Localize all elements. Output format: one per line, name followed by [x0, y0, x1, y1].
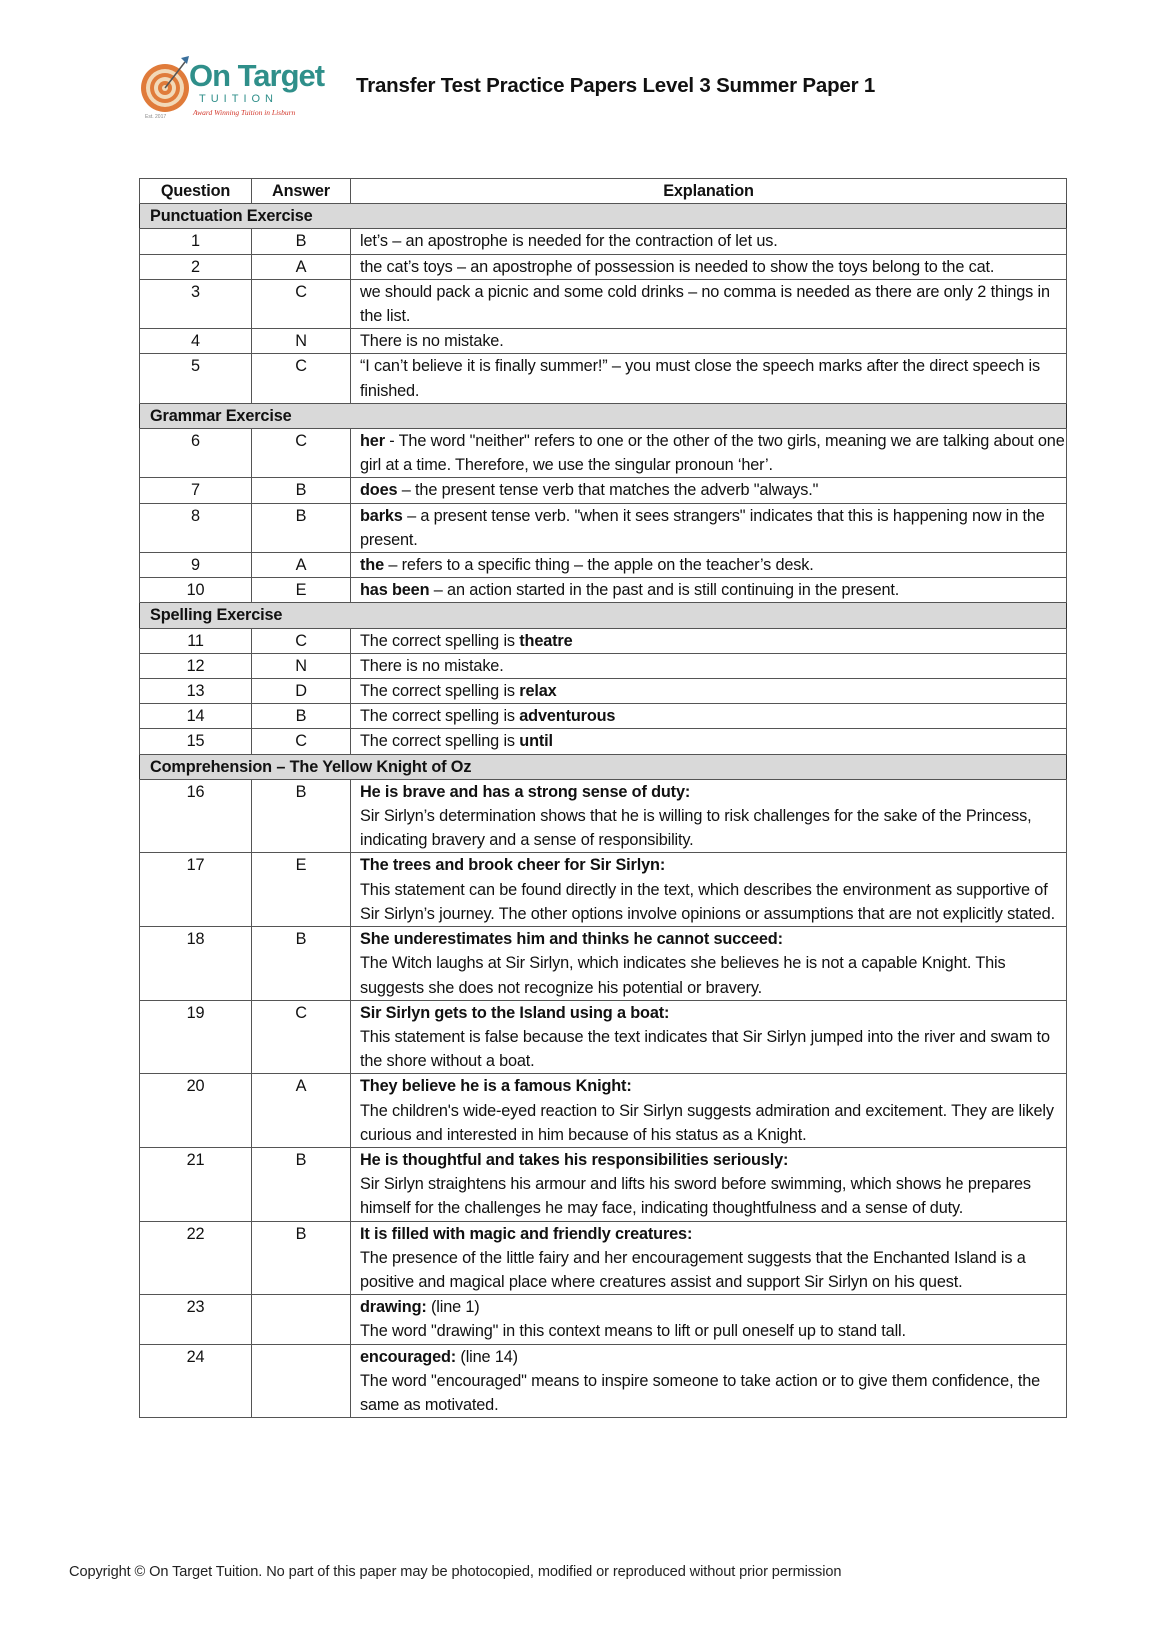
question-number: 16	[140, 779, 252, 853]
explanation-cell	[351, 779, 1067, 853]
table-row	[140, 503, 1067, 552]
explanation-text: The Witch laughs at Sir Sirlyn, which indicates she believes he is not a capable Knight. This suggests she does not recognize his potential or bravery.	[360, 954, 1006, 997]
table-row	[140, 1344, 1067, 1418]
explanation-cell	[351, 354, 1067, 403]
correct-spelling: until	[519, 732, 553, 751]
explanation-cell	[351, 729, 1067, 754]
explanation-heading-line	[360, 1222, 1066, 1246]
question-number: 2	[140, 254, 252, 279]
explanation-heading-line	[360, 1001, 1066, 1025]
answer-letter: C	[252, 429, 351, 478]
question-number: 15	[140, 729, 252, 754]
answer-letter: B	[252, 779, 351, 853]
explanation-text: let’s – an apostrophe is needed for the contraction of let us.	[360, 232, 778, 251]
table-row	[140, 679, 1067, 704]
answer-letter: D	[252, 679, 351, 704]
question-number: 24	[140, 1344, 252, 1418]
keyword: does	[360, 481, 398, 500]
correct-spelling: relax	[519, 682, 557, 701]
answer-letter: B	[252, 1147, 351, 1221]
table-row	[140, 1074, 1067, 1148]
table-row	[140, 329, 1067, 354]
explanation-cell	[351, 1221, 1067, 1295]
explanation-text: “I can’t believe it is finally summer!” – you must close the speech marks after the direct speech is finished.	[360, 357, 1040, 400]
table-row	[140, 779, 1067, 853]
table-row	[140, 478, 1067, 503]
answer-key-table	[139, 178, 1067, 1418]
answer-letter: B	[252, 478, 351, 503]
explanation-heading-line	[360, 1074, 1066, 1098]
section-title: Spelling Exercise	[140, 603, 1067, 628]
target-logo-icon	[137, 52, 342, 122]
section-header-row	[140, 603, 1067, 628]
explanation-cell	[351, 503, 1067, 552]
explanation-cell	[351, 679, 1067, 704]
explanation-cell	[351, 478, 1067, 503]
answer-letter: A	[252, 1074, 351, 1148]
table-row	[140, 279, 1067, 328]
explanation-cell	[351, 853, 1067, 927]
table-row	[140, 229, 1067, 254]
explanation-cell	[351, 329, 1067, 354]
explanation-heading-line	[360, 853, 1066, 877]
explanation-text: Sir Sirlyn’s determination shows that he is willing to risk challenges for the sake of the Princess, indicating bravery and a sense of responsibility.	[360, 807, 1032, 850]
question-number: 6	[140, 429, 252, 478]
svg-text:Est. 2017: Est. 2017	[145, 114, 167, 120]
answer-letter: E	[252, 853, 351, 927]
answer-letter: B	[252, 229, 351, 254]
explanation-cell	[351, 1000, 1067, 1074]
explanation-text: The correct spelling is	[360, 682, 520, 701]
explanation-heading: Sir Sirlyn gets to the Island using a boat:	[360, 1003, 670, 1022]
explanation-cell	[351, 279, 1067, 328]
section-header-row	[140, 403, 1067, 428]
explanation-text: There is no mistake.	[360, 332, 504, 351]
question-number: 14	[140, 704, 252, 729]
explanation-text: - The word "neither" refers to one or the other of the two girls, meaning we are talking about one girl at a time. Therefore, we use the singular pronoun ‘her’.	[360, 432, 1065, 475]
page-title: Transfer Test Practice Papers Level 3 Summer Paper 1	[356, 74, 876, 97]
explanation-cell	[351, 429, 1067, 478]
question-number: 3	[140, 279, 252, 328]
explanation-heading-line	[360, 1295, 1066, 1319]
explanation-cell	[351, 653, 1067, 678]
explanation-heading: He is thoughtful and takes his responsibilities seriously:	[360, 1150, 789, 1169]
explanation-text: we should pack a picnic and some cold drinks – no comma is needed as there are only 2 things in the list.	[360, 282, 1050, 326]
keyword: has been	[360, 581, 430, 600]
answer-letter	[252, 1344, 351, 1418]
question-number: 17	[140, 853, 252, 927]
question-number: 11	[140, 628, 252, 653]
explanation-text: – a present tense verb. "when it sees strangers" indicates that this is happening now in the present.	[360, 506, 1045, 549]
question-number: 22	[140, 1221, 252, 1295]
table-row	[140, 628, 1067, 653]
question-number: 9	[140, 553, 252, 578]
table-row	[140, 254, 1067, 279]
question-number: 4	[140, 329, 252, 354]
explanation-cell	[351, 628, 1067, 653]
svg-text:TUITION: TUITION	[199, 93, 278, 105]
table-row	[140, 578, 1067, 603]
table-row	[140, 1221, 1067, 1295]
on-target-tuition-logo	[137, 52, 342, 122]
question-number: 5	[140, 354, 252, 403]
explanation-cell	[351, 553, 1067, 578]
section-title: Comprehension – The Yellow Knight of Oz	[140, 754, 1067, 779]
answer-letter: A	[252, 553, 351, 578]
copyright-footer: Copyright © On Target Tuition. No part of this paper may be photocopied, modified or reproduced without prior permission	[69, 1564, 842, 1580]
explanation-text: The word "encouraged" means to inspire someone to take action or to give them confidence, the same as motivated.	[360, 1371, 1041, 1414]
answer-letter: C	[252, 628, 351, 653]
column-header-explanation: Explanation	[351, 179, 1067, 204]
answer-letter: N	[252, 653, 351, 678]
table-row	[140, 653, 1067, 678]
answer-letter: N	[252, 329, 351, 354]
answer-letter: A	[252, 254, 351, 279]
question-number: 21	[140, 1147, 252, 1221]
svg-text:On Target: On Target	[189, 58, 325, 93]
answer-letter: C	[252, 729, 351, 754]
section-header-row	[140, 204, 1067, 229]
column-header-question: Question	[140, 179, 252, 204]
answer-letter: C	[252, 279, 351, 328]
explanation-text: Sir Sirlyn straightens his armour and lifts his sword before swimming, which shows he prepares himself for the challenges he may face, indicating thoughtfulness and a sense of duty.	[360, 1175, 1031, 1218]
explanation-text: – an action started in the past and is still continuing in the present.	[429, 581, 900, 600]
explanation-cell	[351, 1295, 1067, 1344]
answer-letter: C	[252, 354, 351, 403]
section-title: Grammar Exercise	[140, 403, 1067, 428]
table-row	[140, 704, 1067, 729]
explanation-cell	[351, 927, 1067, 1001]
question-number: 7	[140, 478, 252, 503]
correct-spelling: theatre	[519, 631, 573, 650]
question-number: 18	[140, 927, 252, 1001]
explanation-cell	[351, 1074, 1067, 1148]
answer-letter: B	[252, 1221, 351, 1295]
question-number: 19	[140, 1000, 252, 1074]
explanation-cell	[351, 254, 1067, 279]
table-row	[140, 429, 1067, 478]
question-number: 12	[140, 653, 252, 678]
question-number: 8	[140, 503, 252, 552]
explanation-heading: She underestimates him and thinks he cannot succeed:	[360, 930, 783, 949]
explanation-text: The word "drawing" in this context means to lift or pull oneself up to stand tall.	[360, 1322, 906, 1341]
answer-letter: E	[252, 578, 351, 603]
explanation-heading: The trees and brook cheer for Sir Sirlyn:	[360, 856, 666, 875]
explanation-heading-line	[360, 780, 1066, 804]
explanation-cell	[351, 704, 1067, 729]
explanation-text: – the present tense verb that matches the adverb "always."	[397, 481, 819, 500]
explanation-text: This statement can be found directly in the text, which describes the environment as supportive of Sir Sirlyn’s journey. The other options involve opinions or assumptions that are not explicitly stated.	[360, 880, 1055, 923]
explanation-heading-line	[360, 1345, 1066, 1369]
table-row	[140, 1147, 1067, 1221]
explanation-heading: It is filled with magic and friendly creatures:	[360, 1224, 693, 1243]
explanation-text: the cat’s toys – an apostrophe of possession is needed to show the toys belong to the cat.	[360, 257, 995, 276]
explanation-text: The children's wide-eyed reaction to Sir Sirlyn suggests admiration and excitement. They are likely curious and interested in him because of his status as a Knight.	[360, 1101, 1054, 1144]
explanation-text: There is no mistake.	[360, 656, 504, 675]
explanation-heading-suffix: (line 1)	[426, 1298, 480, 1317]
table-row	[140, 1295, 1067, 1344]
answer-letter	[252, 1295, 351, 1344]
section-header-row	[140, 754, 1067, 779]
explanation-cell	[351, 229, 1067, 254]
keyword: the	[360, 556, 384, 575]
explanation-text: The correct spelling is	[360, 732, 520, 751]
keyword: barks	[360, 506, 403, 525]
explanation-cell	[351, 578, 1067, 603]
explanation-heading: drawing:	[360, 1298, 427, 1317]
answer-letter: B	[252, 704, 351, 729]
table-row	[140, 1000, 1067, 1074]
explanation-heading-suffix: (line 14)	[456, 1347, 518, 1366]
table-row	[140, 553, 1067, 578]
explanation-text: The presence of the little fairy and her encouragement suggests that the Enchanted Island is a positive and magical place where creatures assist and support Sir Sirlyn on his quest.	[360, 1248, 1026, 1291]
explanation-heading: He is brave and has a strong sense of duty:	[360, 782, 691, 801]
table-header-row	[140, 179, 1067, 204]
question-number: 10	[140, 578, 252, 603]
question-number: 1	[140, 229, 252, 254]
explanation-heading: They believe he is a famous Knight:	[360, 1077, 632, 1096]
table-row	[140, 853, 1067, 927]
explanation-text: The correct spelling is	[360, 631, 520, 650]
table-row	[140, 927, 1067, 1001]
answer-letter: B	[252, 503, 351, 552]
answer-letter: C	[252, 1000, 351, 1074]
column-header-answer: Answer	[252, 179, 351, 204]
question-number: 23	[140, 1295, 252, 1344]
answer-letter: B	[252, 927, 351, 1001]
question-number: 13	[140, 679, 252, 704]
keyword: her	[360, 432, 385, 451]
explanation-cell	[351, 1147, 1067, 1221]
question-number: 20	[140, 1074, 252, 1148]
explanation-heading-line	[360, 1148, 1066, 1172]
explanation-heading-line	[360, 927, 1066, 951]
explanation-text: The correct spelling is	[360, 707, 520, 726]
section-title: Punctuation Exercise	[140, 204, 1067, 229]
explanation-text: This statement is false because the text indicates that Sir Sirlyn jumped into the river and swam to the shore without a boat.	[360, 1027, 1050, 1071]
explanation-text: – refers to a specific thing – the apple on the teacher’s desk.	[383, 556, 814, 575]
svg-text:Award Winning Tuition in Lisbu: Award Winning Tuition in Lisburn	[193, 108, 296, 117]
explanation-cell	[351, 1344, 1067, 1418]
correct-spelling: adventurous	[519, 707, 616, 726]
table-row	[140, 729, 1067, 754]
table-row	[140, 354, 1067, 403]
explanation-heading: encouraged:	[360, 1347, 457, 1366]
